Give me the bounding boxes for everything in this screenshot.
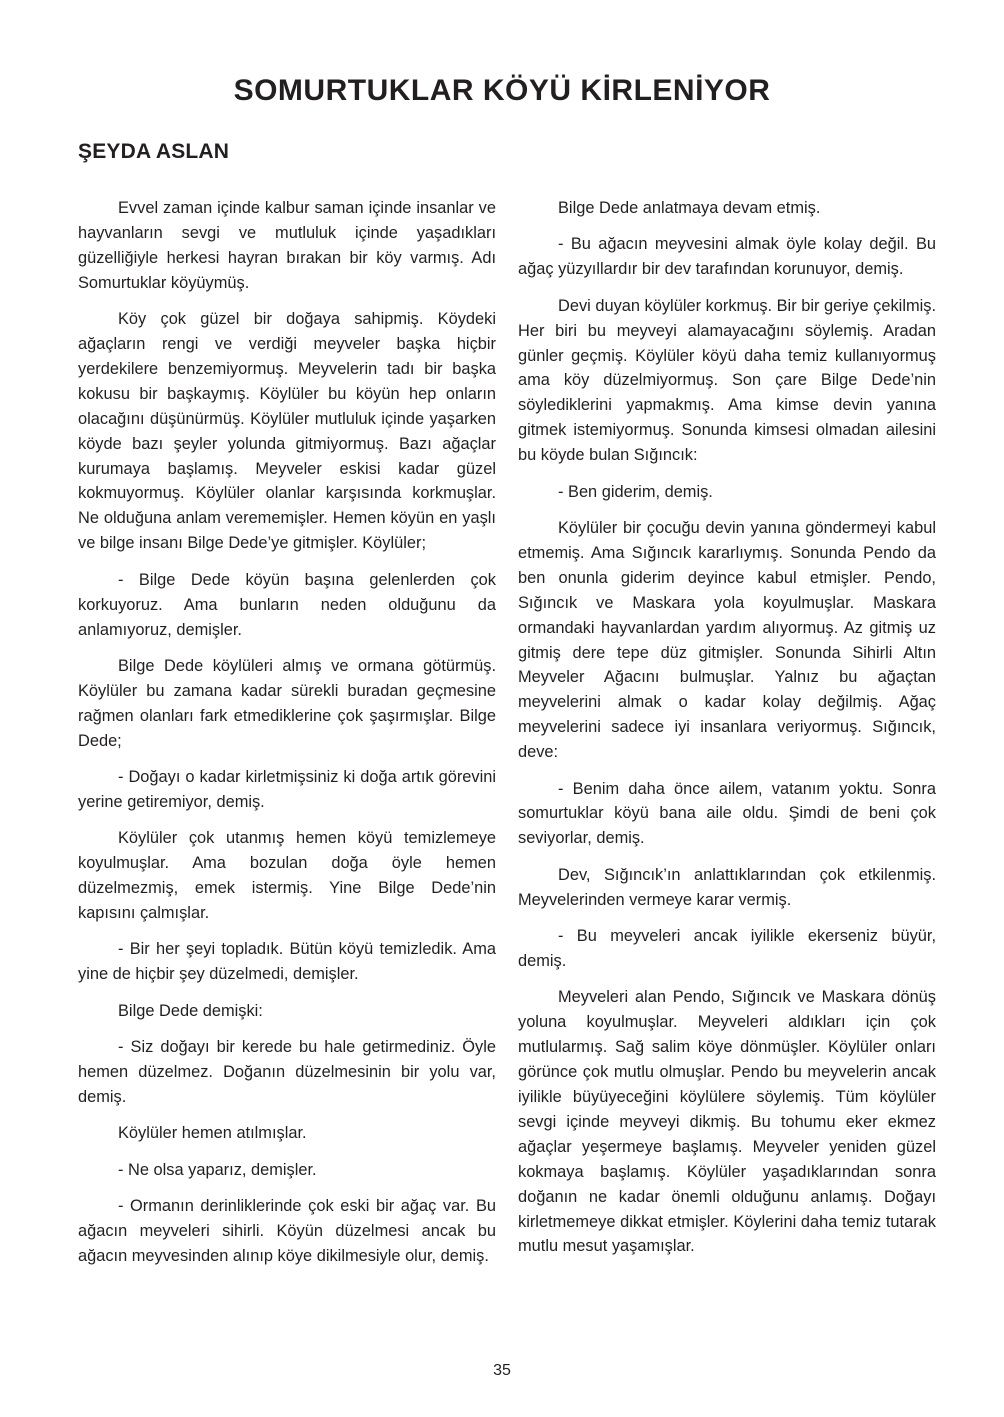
- paragraph: - Ne olsa yaparız, demişler.: [118, 1160, 317, 1179]
- paragraph: - Benim daha önce ailem, vatanım yoktu. Sonra somurtuklar köyü bana aile oldu. Şimdi de beni çok seviyorlar, demiş.: [518, 779, 936, 848]
- paragraph: - Bu ağacın meyvesini almak öyle kolay değil. Bu ağaç yüzyıllardır bir dev tarafından korunuyor, demiş.: [518, 235, 936, 279]
- paragraph: - Ben giderim, demiş.: [558, 482, 713, 501]
- paragraph: Köylüler bir çocuğu devin yanına göndermeyi kabul etmemiş. Ama Sığıncık kararlıymış. Sonunda Pendo da ben onunla giderim deyince kabul etmişler. Pendo, Sığıncık ve Maskara yola koyulmuşlar. Maskara ormandaki hayvanlardan yardım alıyormuş. Az gitmiş uz gitmiş dere tepe düz gitmişler. Sonunda Sihirli Altın Meyveler Ağacını bulmuşlar. Yalnız bu ağaçtan meyvelerini almak o kadar kolay değilmiş. Ağaç meyvelerini sadece iyi insanlara veriyormuş. Sığıncık, deve:: [518, 518, 936, 762]
- paragraph: Köylüler çok utanmış hemen köyü temizlemeye koyulmuşlar. Ama bozulan doğa öyle hemen düzelmezmiş, emek istermiş. Yine Bilge Dede’nin kapısını çalmışlar.: [78, 829, 496, 923]
- paragraph: Bilge Dede demişki:: [118, 1001, 263, 1020]
- paragraph: Evvel zaman içinde kalbur saman içinde insanlar ve hayvanların sevgi ve mutluluk içinde yaşadıkları güzelliğiyle herkesi hayran bırakan bir köy varmış. Adı Somurtuklar köyüymüş.: [78, 199, 496, 292]
- paragraph: - Ormanın derinliklerinde çok eski bir ağaç var. Bu ağacın meyveleri sihirli. Köyün düzelmesi ancak bu ağacın meyvesinden alınıp köye dikilmesiyle olur, demiş.: [78, 1197, 496, 1266]
- paragraph: - Bu meyveleri ancak iyilikle ekerseniz büyür, demiş.: [518, 927, 936, 970]
- paragraph: Köylüler hemen atılmışlar.: [118, 1124, 307, 1143]
- paragraph: - Bilge Dede köyün başına gelenlerden çok korkuyoruz. Ama bunların neden olduğunu da anlamıyoruz, demişler.: [78, 570, 496, 639]
- page-number: 35: [493, 1362, 511, 1379]
- author-name: ŞEYDA ASLAN: [78, 140, 230, 163]
- paragraph: Dev, Sığıncık’ın anlattıklarından çok etkilenmiş. Meyvelerinden vermeye karar vermiş.: [518, 865, 936, 909]
- paragraph: - Bir her şeyi topladık. Bütün köyü temizledik. Ama yine de hiçbir şey düzelmedi, demişler.: [78, 940, 496, 984]
- story-title: SOMURTUKLAR KÖYÜ KİRLENİYOR: [233, 74, 771, 107]
- paragraph: Bilge Dede köylüleri almış ve ormana götürmüş. Köylüler bu zamana kadar sürekli buradan geçmesine rağmen olanları fark etmediklerine çok şaşırmışlar. Bilge Dede;: [78, 656, 496, 750]
- paragraph: - Doğayı o kadar kirletmişsiniz ki doğa artık görevini yerine getiremiyor, demiş.: [78, 768, 496, 811]
- paragraph: - Siz doğayı bir kerede bu hale getirmediniz. Öyle hemen düzelmez. Doğanın düzelmesinin bir yolu var, demiş.: [78, 1038, 496, 1106]
- paragraph: Devi duyan köylüler korkmuş. Bir bir geriye çekilmiş. Her biri bu meyveyi alamayacağını söylemiş. Aradan günler geçmiş. Köylüler köyü daha temiz kullanıyormuş ama köy düzelmiyormuş. Son çare Bilge Dede’nin söylediklerini yapmakmış. Ama kimse devin yanına gitmek istemiyormuş. Sonunda kimsesi olmadan ailesini bu köyde bulan Sığıncık:: [518, 296, 937, 465]
- left-text-column: [78, 196, 496, 1280]
- paragraph: Köy çok güzel bir doğaya sahipmiş. Köydeki ağaçların rengi ve verdiği meyveler başka hiçbir yerdekilere benzemiyormuş. Meyvelerin tadı bir başka kokusu bir başkaymış. Köylüler bu köyün hep onların olacağını düşünürmüş. Köylüler mutluluk içinde yaşarken köyde bazı şeyler yolunda gitmiyormuş. Bazı ağaçlar kurumaya başlamış. Meyveler eskisi kadar güzel kokmuyormuş. Köylüler olanlar karşısında korkmuşlar. Ne olduğuna anlam verememişler. Hemen köyün en yaşlı ve bilge insanı Bilge Dede’ye gitmişler. Köylüler;: [78, 310, 496, 553]
- right-text-column: [518, 196, 936, 1271]
- paragraph: Meyveleri alan Pendo, Sığıncık ve Maskara dönüş yoluna koyulmuşlar. Meyveleri aldıkları için çok mutlularmış. Sağ salim köye dönmüşler. Köylüler onları görünce çok mutlu olmuşlar. Pendo bu meyvelerin ancak iyilikle büyüyeceğini köylülere söylemiş. Tüm köylüler sevgi içinde meyveyi dikmiş. Bu tohumu eker ekmez ağaçlar yeşermeye başlamış. Meyveler yeniden güzel kokmaya başlamış. Köylüler yaşadıklarından sonra doğanın ne kadar önemli olduğunu anlamış. Doğayı kirletmemeye dikkat etmişler. Köylerini daha temiz tutarak mutlu mesut yaşamışlar.: [518, 988, 936, 1256]
- paragraph: Bilge Dede anlatmaya devam etmiş.: [558, 199, 821, 217]
